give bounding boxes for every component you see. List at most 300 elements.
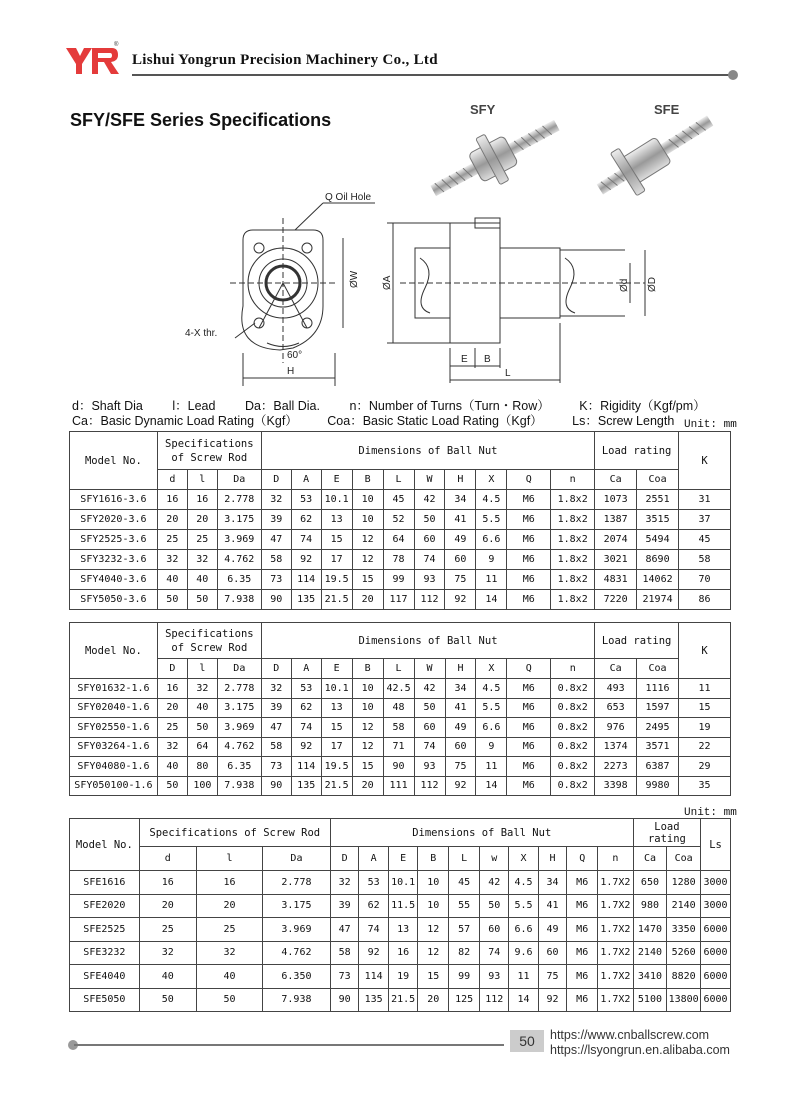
value-cell: 41 bbox=[445, 510, 476, 530]
value-cell: 50 bbox=[157, 590, 187, 610]
legend-da: Da：Ball Dia. bbox=[244, 399, 320, 413]
value-cell: 11 bbox=[476, 757, 507, 777]
value-cell: 5100 bbox=[633, 988, 666, 1012]
value-cell: 8820 bbox=[667, 965, 701, 989]
value-cell: 20 bbox=[352, 776, 383, 796]
value-cell: 16 bbox=[157, 490, 187, 510]
value-cell: 16 bbox=[157, 679, 187, 699]
value-cell: 41 bbox=[445, 698, 476, 718]
value-cell: 7.938 bbox=[263, 988, 331, 1012]
value-cell: M6 bbox=[507, 776, 551, 796]
value-cell: 3021 bbox=[595, 550, 637, 570]
column-header: l bbox=[196, 847, 262, 871]
value-cell: 60 bbox=[445, 737, 476, 757]
value-cell: 22 bbox=[679, 737, 731, 757]
value-cell: 21.5 bbox=[321, 590, 352, 610]
nut-header: Dimensions of Ball Nut bbox=[261, 623, 594, 659]
value-cell: 1.8x2 bbox=[551, 490, 595, 510]
value-cell: 15 bbox=[321, 718, 352, 738]
model-cell: SFY3232-3.6 bbox=[70, 550, 158, 570]
value-cell: 32 bbox=[187, 550, 217, 570]
value-cell: 6.6 bbox=[509, 918, 538, 942]
column-header: Q bbox=[567, 847, 598, 871]
value-cell: 5260 bbox=[667, 941, 701, 965]
value-cell: 15 bbox=[352, 757, 383, 777]
value-cell: 6.350 bbox=[263, 965, 331, 989]
value-cell: 16 bbox=[187, 490, 217, 510]
value-cell: 42 bbox=[414, 490, 445, 510]
column-header: l bbox=[187, 659, 217, 679]
value-cell: 3.969 bbox=[217, 530, 261, 550]
value-cell: 6.35 bbox=[217, 570, 261, 590]
value-cell: 3515 bbox=[637, 510, 679, 530]
model-cell: SFY03264-1.6 bbox=[70, 737, 158, 757]
value-cell: 3571 bbox=[637, 737, 679, 757]
column-header: Da bbox=[217, 470, 261, 490]
table-row bbox=[70, 550, 731, 570]
value-cell: 70 bbox=[679, 570, 731, 590]
table-row bbox=[70, 941, 731, 965]
column-header: n bbox=[598, 847, 634, 871]
sfy-photo-label: SFY bbox=[470, 102, 496, 117]
value-cell: 1.7X2 bbox=[598, 894, 634, 918]
website-link[interactable]: https://www.cnballscrew.com bbox=[550, 1028, 710, 1042]
table-row bbox=[70, 776, 731, 796]
column-header: Q bbox=[507, 659, 551, 679]
model-header: Model No. bbox=[70, 819, 140, 871]
value-cell: 20 bbox=[418, 988, 449, 1012]
value-cell: 4.5 bbox=[476, 490, 507, 510]
sfy-1-6-spec-table bbox=[69, 622, 731, 796]
value-cell: 20 bbox=[157, 698, 187, 718]
legend-n: n：Number of Turns（Turn・Row） bbox=[349, 399, 550, 413]
value-cell: 100 bbox=[187, 776, 217, 796]
value-cell: 40 bbox=[139, 965, 196, 989]
nut-header: Dimensions of Ball Nut bbox=[330, 819, 633, 847]
value-cell: 20 bbox=[187, 510, 217, 530]
value-cell: 7.938 bbox=[217, 590, 261, 610]
value-cell: 0.8x2 bbox=[551, 737, 595, 757]
value-cell: 40 bbox=[196, 965, 262, 989]
column-header: D bbox=[261, 659, 291, 679]
column-header: n bbox=[551, 659, 595, 679]
value-cell: 3410 bbox=[633, 965, 666, 989]
page-number: 50 bbox=[510, 1030, 544, 1052]
l-dim-label: L bbox=[505, 368, 511, 379]
value-cell: M6 bbox=[507, 510, 551, 530]
value-cell: 4.762 bbox=[263, 941, 331, 965]
value-cell: 25 bbox=[157, 530, 187, 550]
column-header: L bbox=[449, 847, 480, 871]
value-cell: 19 bbox=[388, 965, 418, 989]
unit-label: Unit: mm bbox=[684, 419, 737, 431]
value-cell: 650 bbox=[633, 871, 666, 895]
column-header: X bbox=[476, 659, 507, 679]
model-cell: SFY2525-3.6 bbox=[70, 530, 158, 550]
model-cell: SFY02550-1.6 bbox=[70, 718, 158, 738]
value-cell: M6 bbox=[507, 530, 551, 550]
value-cell: 1116 bbox=[637, 679, 679, 699]
value-cell: 12 bbox=[418, 941, 449, 965]
value-cell: 90 bbox=[383, 757, 414, 777]
model-cell: SFY4040-3.6 bbox=[70, 570, 158, 590]
value-cell: M6 bbox=[507, 570, 551, 590]
value-cell: 3398 bbox=[595, 776, 637, 796]
column-header: A bbox=[291, 470, 321, 490]
value-cell: 11 bbox=[509, 965, 538, 989]
value-cell: 6.6 bbox=[476, 718, 507, 738]
table-row bbox=[70, 988, 731, 1012]
value-cell: 2.778 bbox=[217, 679, 261, 699]
header-rule bbox=[132, 74, 732, 76]
value-cell: 12 bbox=[352, 530, 383, 550]
value-cell: 73 bbox=[261, 757, 291, 777]
value-cell: 10 bbox=[352, 679, 383, 699]
column-header: Da bbox=[217, 659, 261, 679]
value-cell: 47 bbox=[261, 530, 291, 550]
value-cell: 71 bbox=[383, 737, 414, 757]
model-cell: SFY02040-1.6 bbox=[70, 698, 158, 718]
column-header: l bbox=[187, 470, 217, 490]
value-cell: 39 bbox=[261, 510, 291, 530]
value-cell: 19.5 bbox=[321, 570, 352, 590]
value-cell: 4.5 bbox=[476, 679, 507, 699]
unit-label-2: Unit: mm bbox=[684, 807, 737, 819]
value-cell: 10 bbox=[352, 510, 383, 530]
value-cell: 15 bbox=[321, 530, 352, 550]
value-cell: 135 bbox=[359, 988, 388, 1012]
value-cell: 50 bbox=[187, 718, 217, 738]
value-cell: 3.175 bbox=[217, 510, 261, 530]
value-cell: 32 bbox=[330, 871, 359, 895]
value-cell: 40 bbox=[157, 757, 187, 777]
model-cell: SFY5050-3.6 bbox=[70, 590, 158, 610]
sfe-photo-label: SFE bbox=[654, 102, 680, 117]
column-header: D bbox=[157, 659, 187, 679]
value-cell: 15 bbox=[352, 570, 383, 590]
value-cell: M6 bbox=[567, 965, 598, 989]
legend-ls: Ls：Screw Length bbox=[572, 414, 675, 428]
value-cell: 16 bbox=[388, 941, 418, 965]
column-header: A bbox=[359, 847, 388, 871]
value-cell: 99 bbox=[449, 965, 480, 989]
value-cell: 47 bbox=[261, 718, 291, 738]
value-cell: 0.8x2 bbox=[551, 679, 595, 699]
value-cell: M6 bbox=[507, 590, 551, 610]
model-cell: SFE4040 bbox=[70, 965, 140, 989]
value-cell: 25 bbox=[196, 918, 262, 942]
k-header: K bbox=[679, 623, 731, 679]
page-header bbox=[62, 40, 742, 80]
value-cell: 90 bbox=[261, 776, 291, 796]
value-cell: 75 bbox=[538, 965, 567, 989]
value-cell: 34 bbox=[538, 871, 567, 895]
value-cell: 50 bbox=[196, 988, 262, 1012]
value-cell: M6 bbox=[507, 718, 551, 738]
value-cell: 13 bbox=[388, 918, 418, 942]
value-cell: 3.969 bbox=[263, 918, 331, 942]
value-cell: 6000 bbox=[701, 941, 731, 965]
value-cell: 53 bbox=[359, 871, 388, 895]
table-row bbox=[70, 510, 731, 530]
ls-header: Ls bbox=[701, 819, 731, 871]
value-cell: M6 bbox=[507, 757, 551, 777]
value-cell: 3000 bbox=[701, 894, 731, 918]
value-cell: 32 bbox=[139, 941, 196, 965]
value-cell: M6 bbox=[507, 550, 551, 570]
table-row bbox=[70, 679, 731, 699]
value-cell: 1.7X2 bbox=[598, 941, 634, 965]
value-cell: 58 bbox=[261, 737, 291, 757]
value-cell: 114 bbox=[359, 965, 388, 989]
value-cell: 10 bbox=[352, 490, 383, 510]
table-row bbox=[70, 918, 731, 942]
load-header: Load rating bbox=[595, 623, 679, 659]
column-header: d bbox=[139, 847, 196, 871]
value-cell: 12 bbox=[352, 737, 383, 757]
value-cell: M6 bbox=[567, 988, 598, 1012]
value-cell: 92 bbox=[538, 988, 567, 1012]
a-dim-label: ØA bbox=[382, 275, 393, 290]
column-header: B bbox=[352, 659, 383, 679]
column-header: H bbox=[538, 847, 567, 871]
company-logo bbox=[62, 40, 122, 76]
value-cell: 20 bbox=[139, 894, 196, 918]
value-cell: 4.762 bbox=[217, 737, 261, 757]
table-row bbox=[70, 737, 731, 757]
legend-d: d：Shaft Dia bbox=[72, 399, 143, 413]
value-cell: 21.5 bbox=[388, 988, 418, 1012]
value-cell: 12 bbox=[418, 918, 449, 942]
k-header: K bbox=[679, 432, 731, 490]
technical-drawing bbox=[175, 188, 665, 388]
value-cell: 45 bbox=[449, 871, 480, 895]
value-cell: 52 bbox=[383, 510, 414, 530]
value-cell: 32 bbox=[261, 679, 291, 699]
value-cell: 14062 bbox=[637, 570, 679, 590]
footer-rule bbox=[74, 1044, 504, 1046]
value-cell: 92 bbox=[445, 776, 476, 796]
column-header: w bbox=[480, 847, 509, 871]
value-cell: 40 bbox=[187, 570, 217, 590]
value-cell: 112 bbox=[414, 590, 445, 610]
value-cell: 9980 bbox=[637, 776, 679, 796]
value-cell: 3000 bbox=[701, 871, 731, 895]
value-cell: 74 bbox=[414, 737, 445, 757]
model-cell: SFE5050 bbox=[70, 988, 140, 1012]
b-dim-label: B bbox=[484, 354, 491, 365]
value-cell: 42 bbox=[414, 679, 445, 699]
value-cell: 2.778 bbox=[217, 490, 261, 510]
value-cell: 58 bbox=[330, 941, 359, 965]
value-cell: 9.6 bbox=[509, 941, 538, 965]
value-cell: 60 bbox=[414, 530, 445, 550]
value-cell: 1.8x2 bbox=[551, 530, 595, 550]
column-header: D bbox=[330, 847, 359, 871]
value-cell: 60 bbox=[480, 918, 509, 942]
table-row bbox=[70, 871, 731, 895]
column-header: X bbox=[509, 847, 538, 871]
value-cell: 10 bbox=[352, 698, 383, 718]
value-cell: 111 bbox=[383, 776, 414, 796]
sfy-product-photo bbox=[425, 118, 565, 198]
value-cell: 2140 bbox=[667, 894, 701, 918]
model-cell: SFE3232 bbox=[70, 941, 140, 965]
value-cell: 16 bbox=[196, 871, 262, 895]
value-cell: 12 bbox=[352, 718, 383, 738]
value-cell: M6 bbox=[507, 490, 551, 510]
value-cell: 10.1 bbox=[321, 679, 352, 699]
value-cell: 82 bbox=[449, 941, 480, 965]
value-cell: 6.35 bbox=[217, 757, 261, 777]
value-cell: 125 bbox=[449, 988, 480, 1012]
value-cell: M6 bbox=[567, 894, 598, 918]
value-cell: 78 bbox=[383, 550, 414, 570]
value-cell: 13 bbox=[321, 510, 352, 530]
value-cell: 58 bbox=[383, 718, 414, 738]
value-cell: 93 bbox=[414, 757, 445, 777]
value-cell: 11 bbox=[476, 570, 507, 590]
value-cell: 5.5 bbox=[476, 698, 507, 718]
column-header: Da bbox=[263, 847, 331, 871]
model-cell: SFY01632-1.6 bbox=[70, 679, 158, 699]
value-cell: 29 bbox=[679, 757, 731, 777]
column-header: Ca bbox=[633, 847, 666, 871]
value-cell: 92 bbox=[291, 737, 321, 757]
value-cell: 48 bbox=[383, 698, 414, 718]
big-d-dim-label: ØD bbox=[647, 277, 658, 292]
table-row bbox=[70, 757, 731, 777]
column-header: A bbox=[291, 659, 321, 679]
value-cell: M6 bbox=[567, 871, 598, 895]
value-cell: 74 bbox=[291, 530, 321, 550]
h-dim-label: H bbox=[287, 366, 295, 377]
column-header: H bbox=[445, 659, 476, 679]
value-cell: 10.1 bbox=[321, 490, 352, 510]
value-cell: 17 bbox=[321, 737, 352, 757]
value-cell: 58 bbox=[679, 550, 731, 570]
value-cell: 9 bbox=[476, 550, 507, 570]
e-dim-label: E bbox=[461, 354, 468, 365]
value-cell: 40 bbox=[157, 570, 187, 590]
column-header: L bbox=[383, 659, 414, 679]
value-cell: 6387 bbox=[637, 757, 679, 777]
value-cell: 90 bbox=[330, 988, 359, 1012]
value-cell: 45 bbox=[679, 530, 731, 550]
column-header: E bbox=[321, 659, 352, 679]
value-cell: 62 bbox=[359, 894, 388, 918]
value-cell: 74 bbox=[480, 941, 509, 965]
column-header: X bbox=[476, 470, 507, 490]
value-cell: 31 bbox=[679, 490, 731, 510]
alibaba-link[interactable]: https://lsyongrun.en.alibaba.com bbox=[550, 1043, 730, 1057]
value-cell: 10.1 bbox=[388, 871, 418, 895]
value-cell: 39 bbox=[261, 698, 291, 718]
column-header: E bbox=[388, 847, 418, 871]
value-cell: 15 bbox=[418, 965, 449, 989]
value-cell: 1.8x2 bbox=[551, 590, 595, 610]
legend-l: l：Lead bbox=[172, 399, 216, 413]
value-cell: 39 bbox=[330, 894, 359, 918]
value-cell: 32 bbox=[157, 737, 187, 757]
value-cell: 1280 bbox=[667, 871, 701, 895]
value-cell: 32 bbox=[157, 550, 187, 570]
value-cell: 45 bbox=[383, 490, 414, 510]
value-cell: 14 bbox=[476, 776, 507, 796]
rod-header: Specifications of Screw Rod bbox=[139, 819, 330, 847]
value-cell: 11.5 bbox=[388, 894, 418, 918]
table-row bbox=[70, 530, 731, 550]
value-cell: 75 bbox=[445, 757, 476, 777]
model-cell: SFY04080-1.6 bbox=[70, 757, 158, 777]
column-header: Coa bbox=[667, 847, 701, 871]
value-cell: 25 bbox=[157, 718, 187, 738]
value-cell: 0.8x2 bbox=[551, 718, 595, 738]
table-row bbox=[70, 894, 731, 918]
value-cell: 35 bbox=[679, 776, 731, 796]
value-cell: 80 bbox=[187, 757, 217, 777]
value-cell: 21974 bbox=[637, 590, 679, 610]
value-cell: 135 bbox=[291, 590, 321, 610]
value-cell: 11 bbox=[679, 679, 731, 699]
value-cell: 2273 bbox=[595, 757, 637, 777]
model-cell: SFY050100-1.6 bbox=[70, 776, 158, 796]
sfe-product-photo bbox=[590, 112, 720, 198]
column-header: Q bbox=[507, 470, 551, 490]
value-cell: 75 bbox=[445, 570, 476, 590]
value-cell: 5.5 bbox=[476, 510, 507, 530]
value-cell: 6.6 bbox=[476, 530, 507, 550]
value-cell: 50 bbox=[157, 776, 187, 796]
value-cell: 1470 bbox=[633, 918, 666, 942]
value-cell: 64 bbox=[383, 530, 414, 550]
value-cell: 64 bbox=[187, 737, 217, 757]
value-cell: M6 bbox=[507, 737, 551, 757]
value-cell: 6000 bbox=[701, 918, 731, 942]
value-cell: 25 bbox=[187, 530, 217, 550]
value-cell: 1.8x2 bbox=[551, 510, 595, 530]
value-cell: 2495 bbox=[637, 718, 679, 738]
column-header: B bbox=[352, 470, 383, 490]
value-cell: 10 bbox=[418, 894, 449, 918]
value-cell: 74 bbox=[359, 918, 388, 942]
value-cell: 99 bbox=[383, 570, 414, 590]
w-dim-label: ØW bbox=[349, 270, 360, 288]
value-cell: 14 bbox=[476, 590, 507, 610]
value-cell: 92 bbox=[359, 941, 388, 965]
value-cell: 90 bbox=[261, 590, 291, 610]
value-cell: 1.7X2 bbox=[598, 965, 634, 989]
value-cell: 20 bbox=[196, 894, 262, 918]
value-cell: 3.175 bbox=[263, 894, 331, 918]
column-header: Coa bbox=[637, 470, 679, 490]
value-cell: 6000 bbox=[701, 988, 731, 1012]
model-header: Model No. bbox=[70, 432, 158, 490]
value-cell: 57 bbox=[449, 918, 480, 942]
column-header: D bbox=[261, 470, 291, 490]
value-cell: 2551 bbox=[637, 490, 679, 510]
value-cell: 112 bbox=[414, 776, 445, 796]
column-header: W bbox=[414, 659, 445, 679]
value-cell: 74 bbox=[414, 550, 445, 570]
value-cell: 1374 bbox=[595, 737, 637, 757]
column-header: W bbox=[414, 470, 445, 490]
value-cell: 86 bbox=[679, 590, 731, 610]
value-cell: 3350 bbox=[667, 918, 701, 942]
value-cell: 20 bbox=[157, 510, 187, 530]
value-cell: 10 bbox=[418, 871, 449, 895]
column-header: E bbox=[321, 470, 352, 490]
